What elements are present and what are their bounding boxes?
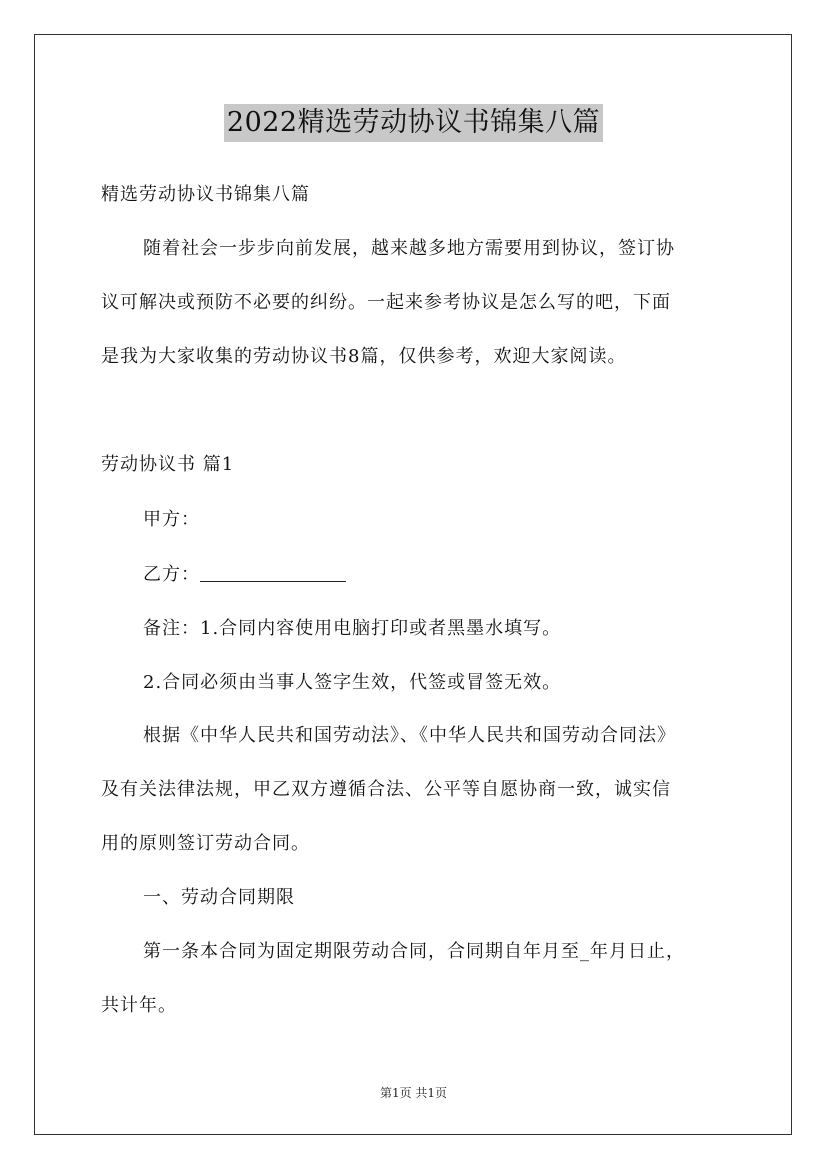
party-b-label: 乙方： xyxy=(143,564,200,585)
chapter-1-heading: 一、劳动合同期限 xyxy=(143,887,295,908)
document-title: 2022精选劳动协议书锦集八篇 xyxy=(224,104,603,142)
intro-line-1: 随着社会一步步向前发展，越来越多地方需要用到协议，签订协 xyxy=(143,238,675,259)
intro-line-2: 议可解决或预防不必要的纠纷。一起来参考协议是怎么写的吧，下面 xyxy=(101,292,671,313)
basis-line-2: 及有关法律法规，甲乙双方遵循合法、公平等自愿协商一致，诚实信 xyxy=(101,779,671,800)
basis-line-1: 根据《中华人民共和国劳动法》、《中华人民共和国劳动合同法》 xyxy=(143,725,676,746)
party-a-label: 甲方： xyxy=(143,509,200,530)
note-2: 2.合同必须由当事人签字生效，代签或冒签无效。 xyxy=(143,672,562,693)
title-container xyxy=(0,104,827,142)
article-1-line-2: 共计年。 xyxy=(101,995,177,1016)
document-subtitle: 精选劳动协议书锦集八篇 xyxy=(101,184,310,205)
party-b-blank-line xyxy=(200,565,346,582)
page-footer: 第1页 共1页 xyxy=(379,1086,448,1100)
intro-line-3: 是我为大家收集的劳动协议书8篇，仅供参考，欢迎大家阅读。 xyxy=(101,346,627,367)
basis-line-3: 用的原则签订劳动合同。 xyxy=(101,833,310,854)
article-1-line-1: 第一条本合同为固定期限劳动合同，合同期自年月至_年月日止， xyxy=(143,941,685,962)
section-heading: 劳动协议书 篇1 xyxy=(101,454,235,475)
party-b-row xyxy=(143,563,346,587)
note-1: 备注：1.合同内容使用电脑打印或者黑墨水填写。 xyxy=(143,618,562,639)
